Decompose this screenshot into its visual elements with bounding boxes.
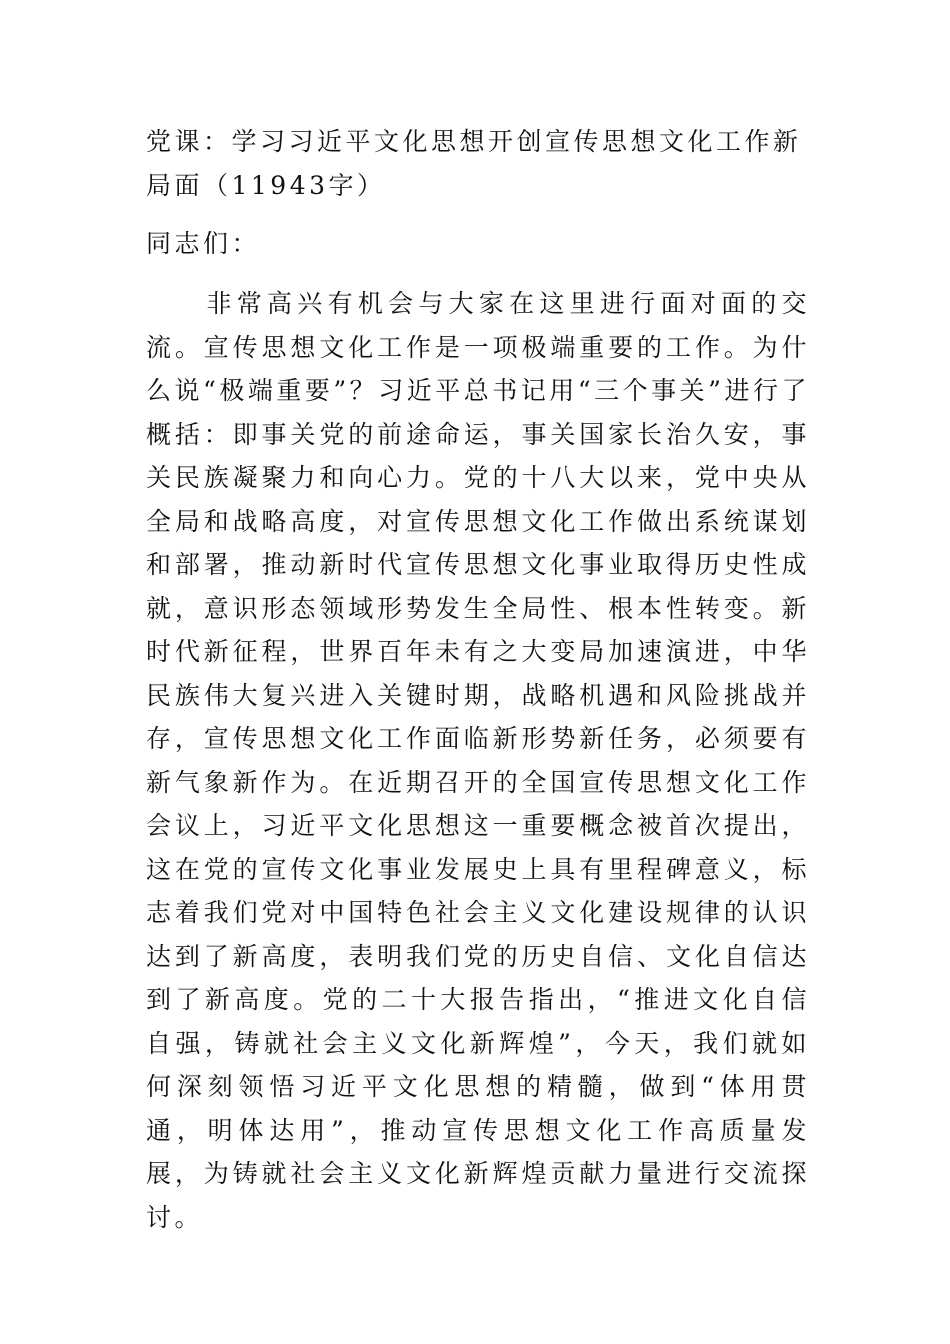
- body-paragraph: 非常高兴有机会与大家在这里进行面对面的交流。宣传思想文化工作是一项极端重要的工作。为什么说“极端重要”？习近平总书记用“三个事关”进行了概括：即事关党的前途命运，事关国家长治久安，事关民族凝聚力和向心力。党的十八大以来，党中央从全局和战略高度，对宣传思想文化工作做出系统谋划和部署，推动新时代宣传思想文化事业取得历史性成就，意识形态领域形势发生全局性、根本性转变。新时代新征程，世界百年未有之大变局加速演进，中华民族伟大复兴进入关键时期，战略机遇和风险挑战并存，宣传思想文化工作面临新形势新任务，必须要有新气象新作为。在近期召开的全国宣传思想文化工作会议上，习近平文化思想这一重要概念被首次提出，这在党的宣传文化事业发展史上具有里程碑意义，标志着我们党对中国特色社会主义文化建设规律的认识达到了新高度，表明我们党的历史自信、文化自信达到了新高度。党的二十大报告指出，“推进文化自信自强，铸就社会主义文化新辉煌”，今天，我们就如何深刻领悟习近平文化思想的精髓，做到“体用贯通，明体达用”，推动宣传思想文化工作高质量发展，为铸就社会主义文化新辉煌贡献力量进行交流探讨。: [146, 289, 810, 1232]
- document-title: 党课：学习习近平文化思想开创宣传思想文化工作新局面（11943字）: [146, 127, 802, 200]
- greeting: 同志们：: [146, 229, 261, 258]
